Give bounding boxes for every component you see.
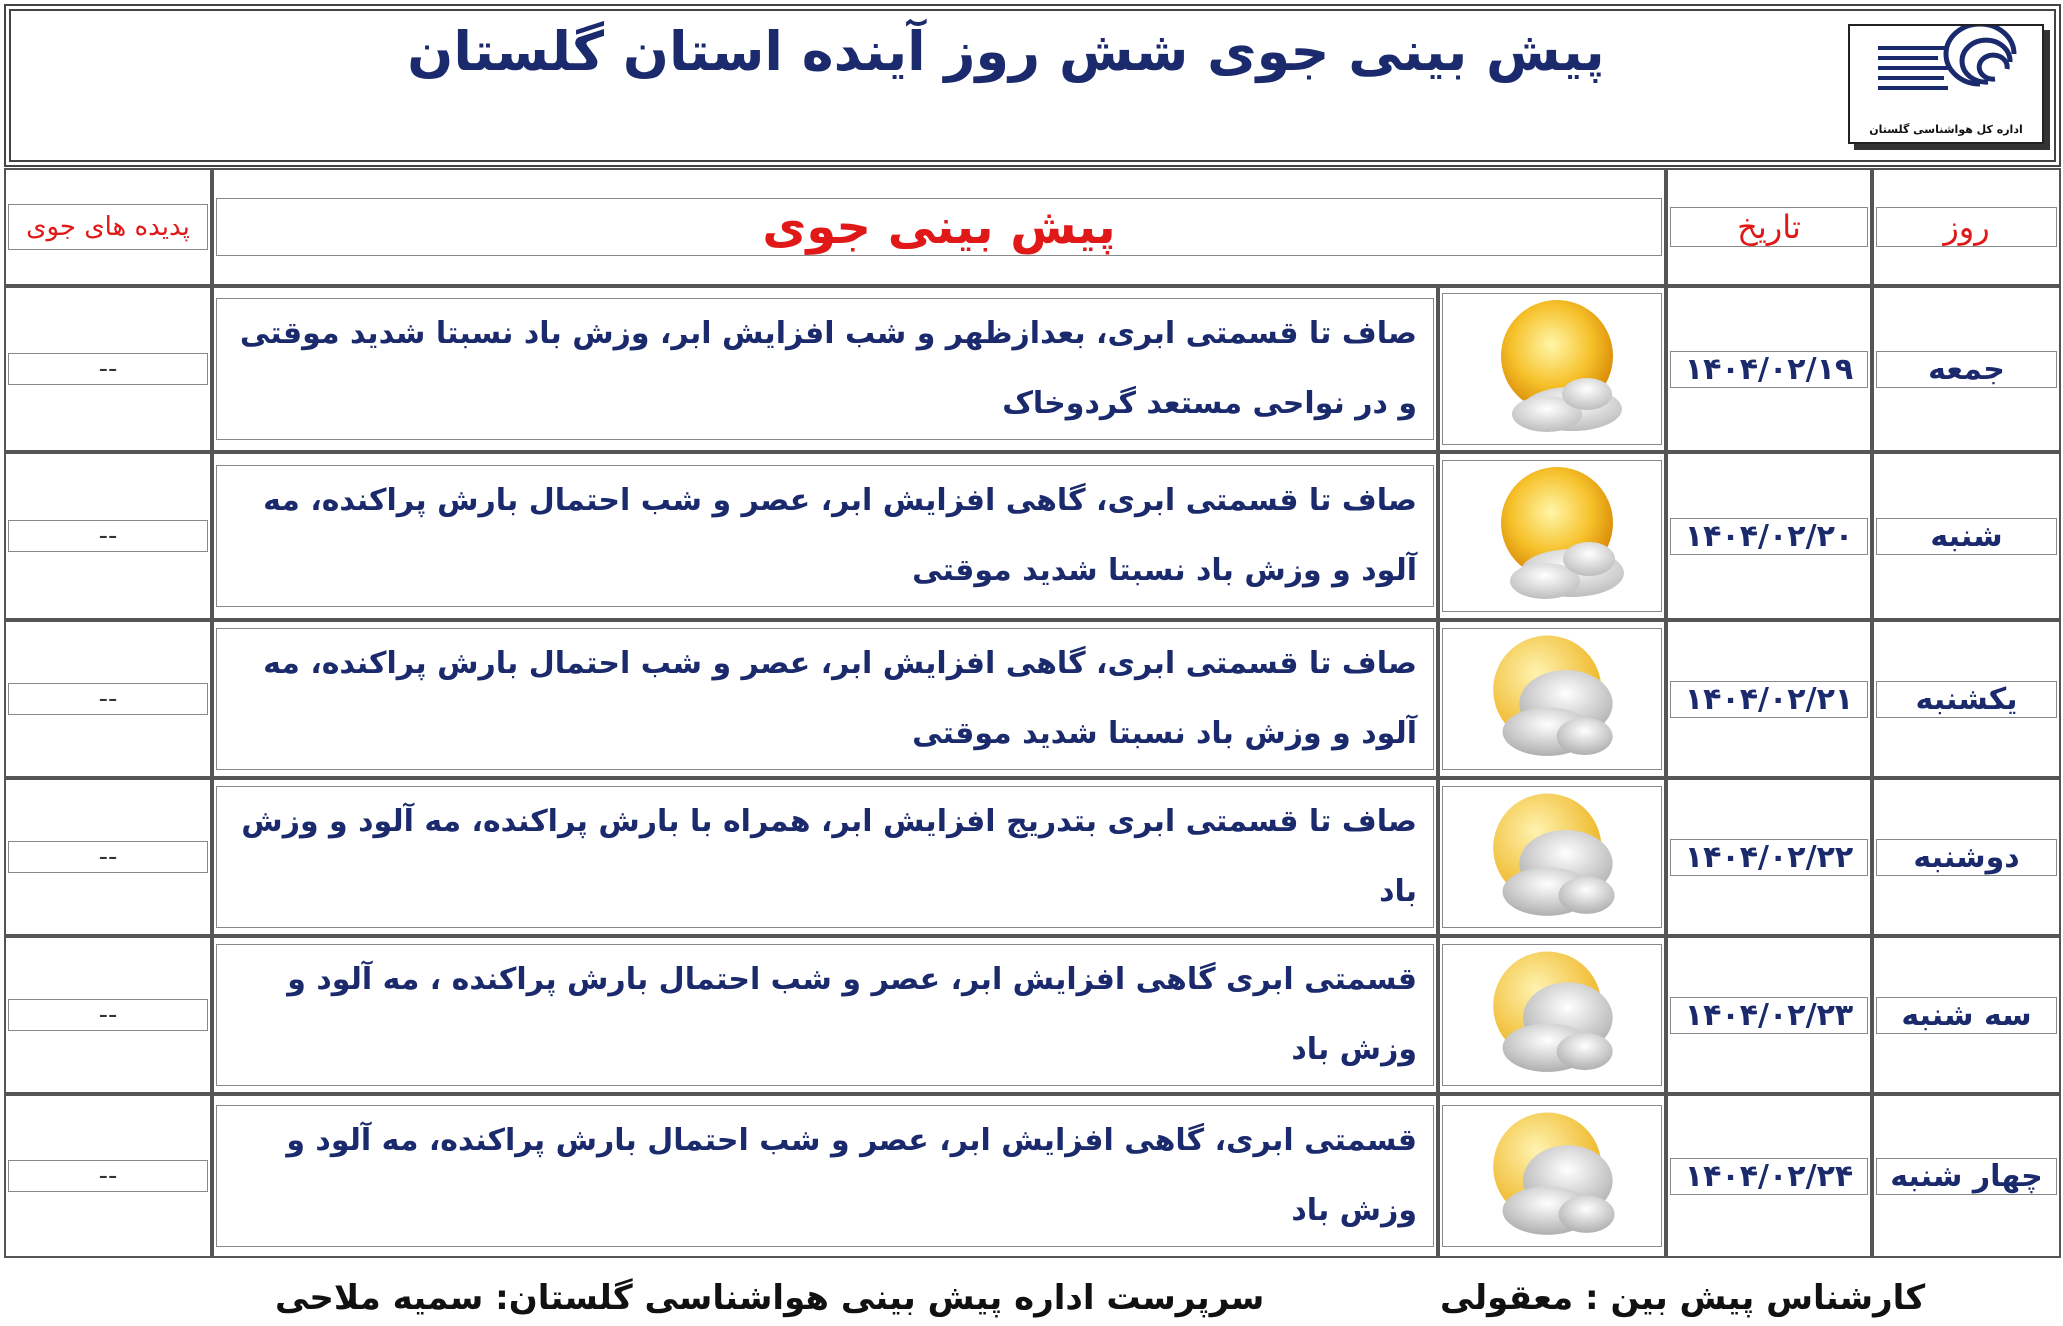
footer-supervisor: سرپرست اداره پیش بینی هواشناسی گلستان: سمیه ملاحی: [275, 1278, 1265, 1318]
partly-cloudy-icon: [1482, 1106, 1622, 1246]
header-day: روز: [1943, 208, 1990, 246]
date-cell: ۱۴۰۴/۰۲/۲۳: [1670, 997, 1868, 1034]
header-date: تاریخ: [1737, 208, 1801, 246]
table-row: [4, 286, 2061, 452]
weather-icon-cell: [1442, 944, 1662, 1086]
organization-logo: [1848, 24, 2044, 144]
header-forecast-cell: [212, 168, 1666, 286]
sun-cloud-icon: [1477, 461, 1627, 611]
header-box: [4, 4, 2061, 167]
weather-icon-cell: [1442, 460, 1662, 612]
logo-caption: اداره کل هواشناسی گلستان: [1869, 123, 2023, 136]
footer-forecaster: کارشناس پیش بین : معقولی: [1440, 1278, 1926, 1318]
header-forecast: پیش بینی جوی: [762, 199, 1116, 255]
table-row: [4, 452, 2061, 620]
table-row: [4, 936, 2061, 1094]
day-cell: شنبه: [1876, 518, 2057, 555]
weather-icon-cell: [1442, 786, 1662, 928]
date-cell: ۱۴۰۴/۰۲/۲۱: [1670, 681, 1868, 718]
forecast-text: صاف تا قسمتی ابری، گاهی افزایش ابر، عصر و شب احتمال بارش پراکنده، مه آلود و وزش باد نسبتا شدید موقتی: [263, 483, 1417, 588]
forecast-text: قسمتی ابری، گاهی افزایش ابر، عصر و شب احتمال بارش پراکنده، مه آلود و وزش باد: [286, 1123, 1417, 1228]
forecast-text: قسمتی ابری گاهی افزایش ابر، عصر و شب احتمال بارش پراکنده ، مه آلود و وزش باد: [287, 962, 1417, 1067]
page-title: پیش بینی جوی شش روز آینده استان گلستان: [407, 20, 1605, 83]
phenomena-cell: --: [8, 841, 208, 873]
partly-cloudy-icon: [1482, 629, 1622, 769]
date-cell: ۱۴۰۴/۰۲/۲۰: [1670, 518, 1868, 555]
day-cell: دوشنبه: [1876, 839, 2057, 876]
table-row: [4, 1094, 2061, 1258]
date-cell: ۱۴۰۴/۰۲/۱۹: [1670, 351, 1868, 388]
header-date-cell: [1666, 168, 1872, 286]
table-row: [4, 778, 2061, 936]
phenomena-cell: --: [8, 353, 208, 385]
table-header-row: [4, 168, 2061, 286]
phenomena-cell: --: [8, 1160, 208, 1192]
forecast-text: صاف تا قسمتی ابری بتدریج افزایش ابر، همراه با بارش پراکنده، مه آلود و وزش باد: [241, 804, 1417, 909]
table-row: [4, 620, 2061, 778]
phenomena-cell: --: [8, 683, 208, 715]
weather-icon-cell: [1442, 293, 1662, 445]
date-cell: ۱۴۰۴/۰۲/۲۴: [1670, 1158, 1868, 1195]
day-cell: یکشنبه: [1876, 681, 2057, 718]
phenomena-cell: --: [8, 999, 208, 1031]
partly-cloudy-icon: [1482, 945, 1622, 1085]
sun-cloud-icon: [1477, 294, 1627, 444]
day-cell: جمعه: [1876, 351, 2057, 388]
header-phenomena: پدیده های جوی: [26, 212, 190, 242]
weather-icon-cell: [1442, 628, 1662, 770]
forecast-text: صاف تا قسمتی ابری، بعدازظهر و شب افزایش ابر، وزش باد نسبتا شدید موقتی و در نواحی مستعد گردوخاک: [239, 316, 1417, 421]
forecast-text: صاف تا قسمتی ابری، گاهی افزایش ابر، عصر و شب احتمال بارش پراکنده، مه آلود و وزش باد نسبتا شدید موقتی: [263, 646, 1417, 751]
phenomena-cell: --: [8, 520, 208, 552]
header-phenomena-cell: [4, 168, 212, 286]
weather-icon-cell: [1442, 1105, 1662, 1247]
forecast-table: [4, 168, 2061, 1258]
day-cell: چهار شنبه: [1876, 1158, 2057, 1195]
header-day-cell: [1872, 168, 2061, 286]
date-cell: ۱۴۰۴/۰۲/۲۲: [1670, 839, 1868, 876]
day-cell: سه شنبه: [1876, 997, 2057, 1034]
partly-cloudy-icon: [1482, 787, 1622, 927]
